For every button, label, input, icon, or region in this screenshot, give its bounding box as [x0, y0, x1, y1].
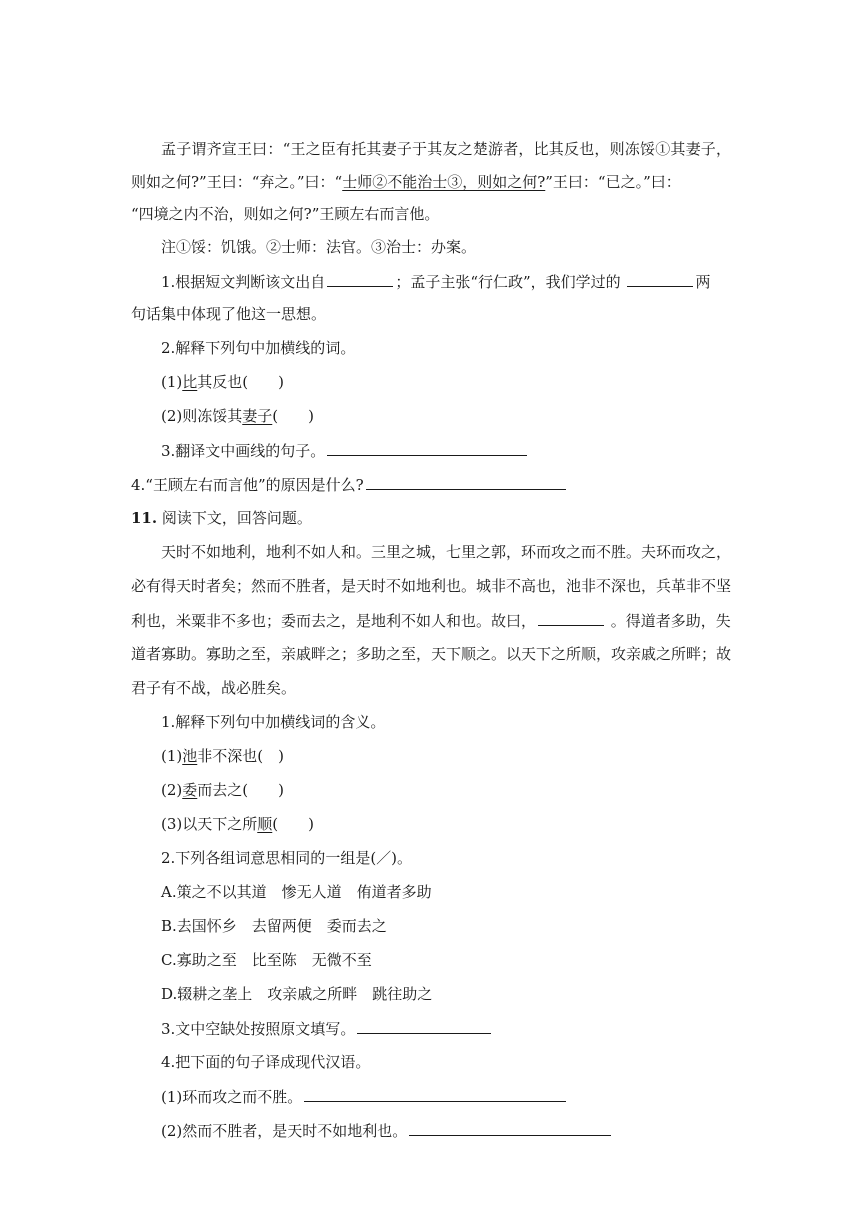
sub-question-text: 非不深也( ) — [197, 747, 284, 765]
option-c[interactable] — [161, 950, 372, 970]
sub-question-line — [161, 1086, 568, 1106]
question-text: 1.根据短文判断该文出自 — [161, 273, 326, 291]
sub-question-line — [161, 746, 284, 766]
sub-question-number: (1) — [161, 373, 183, 391]
sub-question-line — [161, 372, 284, 392]
sub-question-number: (2) — [161, 781, 183, 799]
sub-question-text: (1)环而攻之而不胜。 — [161, 1088, 303, 1106]
option-b[interactable] — [161, 916, 387, 936]
sub-question-line — [161, 1120, 613, 1140]
question-line — [161, 1018, 493, 1038]
sub-question-line — [161, 780, 284, 800]
option-text: A.策之不以其道 惨无人道 侑道者多助 — [161, 883, 432, 901]
heading-text: 阅读下文，回答问题。 — [161, 509, 312, 527]
note-text: 注①馁：饥饿。②士师：法官。③治士：办案。 — [161, 238, 477, 256]
passage-text: 则如之何?”王曰：“弃之。”曰：“ — [131, 173, 343, 191]
question-number: 11. — [131, 509, 158, 527]
passage-line — [131, 576, 731, 596]
question-text: 2.下列各组词意思相同的一组是(／)。 — [161, 849, 413, 867]
passage-text: “四境之内不治，则如之何?”王顾左右而言他。 — [131, 205, 440, 223]
option-d[interactable] — [161, 984, 432, 1004]
passage-text: 君子有不战，战必胜矣。 — [131, 679, 297, 697]
passage-text: 利也，米粟非不多也；委而去之，是地利不如人和也。故曰， — [131, 612, 537, 630]
question-text: 4.“王顾左右而言他”的原因是什么? — [131, 476, 364, 494]
answer-blank[interactable] — [357, 1018, 491, 1034]
answer-blank[interactable] — [538, 610, 604, 626]
question-text: 两 — [695, 273, 711, 291]
passage-text: 天时不如地利，地利不如人和。三里之城，七里之郭，环而攻之而不胜。夫环而攻之， — [161, 543, 732, 561]
question-text: 1.解释下列句中加横线词的含义。 — [161, 713, 386, 731]
passage-line — [131, 644, 731, 664]
answer-blank[interactable] — [304, 1086, 566, 1102]
passage-text: 。得道者多助，失 — [610, 612, 731, 630]
question-line — [161, 271, 710, 291]
passage-line — [161, 139, 731, 159]
section-heading — [131, 508, 312, 528]
question-line — [161, 1052, 370, 1072]
passage-line — [131, 610, 731, 630]
passage-text: 道者寡助。寡助之至，亲戚畔之；多助之至，天下顺之。以天下之所顺，攻亲戚之所畔；故 — [131, 645, 732, 663]
question-text: 2.解释下列句中加横线的词。 — [161, 339, 356, 357]
passage-text: 孟子谓齐宣王曰：“王之臣有托其妻子于其友之楚游者，比其反也，则冻馁①其妻子， — [161, 140, 731, 158]
underlined-word: 比 — [182, 373, 198, 391]
underlined-word: 池 — [182, 747, 198, 765]
passage-text: ”王曰：“已之。”曰： — [545, 173, 681, 191]
sub-question-number: (1) — [161, 747, 183, 765]
sub-question-text: (2)则冻馁其 — [161, 407, 243, 425]
sub-question-text: (2)然而不胜者，是天时不如地利也。 — [161, 1122, 408, 1140]
answer-blank[interactable] — [409, 1120, 611, 1136]
answer-blank[interactable] — [327, 440, 527, 456]
question-line — [131, 474, 568, 494]
question-text: ；孟子主张“行仁政”，我们学过的 — [395, 273, 621, 291]
option-a[interactable] — [161, 882, 432, 902]
question-text: 3.翻译文中画线的句子。 — [161, 442, 326, 460]
question-text: 句话集中体现了他这一思想。 — [131, 305, 327, 323]
answer-blank[interactable] — [366, 474, 566, 490]
underlined-word: 顺 — [257, 815, 273, 833]
question-line — [161, 338, 355, 358]
answer-blank[interactable] — [327, 271, 393, 287]
option-text: C.寡助之至 比至陈 无微不至 — [161, 951, 372, 969]
underlined-word: 委 — [182, 781, 198, 799]
sub-question-text: ( ) — [272, 815, 314, 833]
passage-line — [131, 172, 681, 192]
passage-line — [131, 678, 296, 698]
question-text: 4.把下面的句子译成现代汉语。 — [161, 1053, 371, 1071]
question-line — [161, 712, 385, 732]
sub-question-text: 其反也( ) — [197, 373, 284, 391]
underlined-sentence: 士师②不能治士③，则如之何? — [342, 173, 546, 191]
sub-question-text: (3)以天下之所 — [161, 815, 258, 833]
question-line — [161, 440, 529, 460]
note-line — [161, 237, 476, 257]
sub-question-text: ( ) — [272, 407, 314, 425]
question-line — [131, 304, 326, 324]
option-text: D.辍耕之垄上 攻亲戚之所畔 跳往助之 — [161, 985, 433, 1003]
passage-line — [161, 542, 731, 562]
passage-text: 必有得天时者矣；然而不胜者，是天时不如地利也。城非不高也，池非不深也，兵革非不坚 — [131, 577, 732, 595]
question-text: 3.文中空缺处按照原文填写。 — [161, 1020, 356, 1038]
sub-question-line — [161, 406, 314, 426]
passage-line — [131, 204, 439, 224]
underlined-word: 妻子 — [242, 407, 273, 425]
option-text: B.去国怀乡 去留两便 委而去之 — [161, 917, 387, 935]
answer-blank[interactable] — [627, 271, 693, 287]
question-line — [161, 848, 412, 868]
sub-question-text: 而去之( ) — [197, 781, 284, 799]
sub-question-line — [161, 814, 314, 834]
